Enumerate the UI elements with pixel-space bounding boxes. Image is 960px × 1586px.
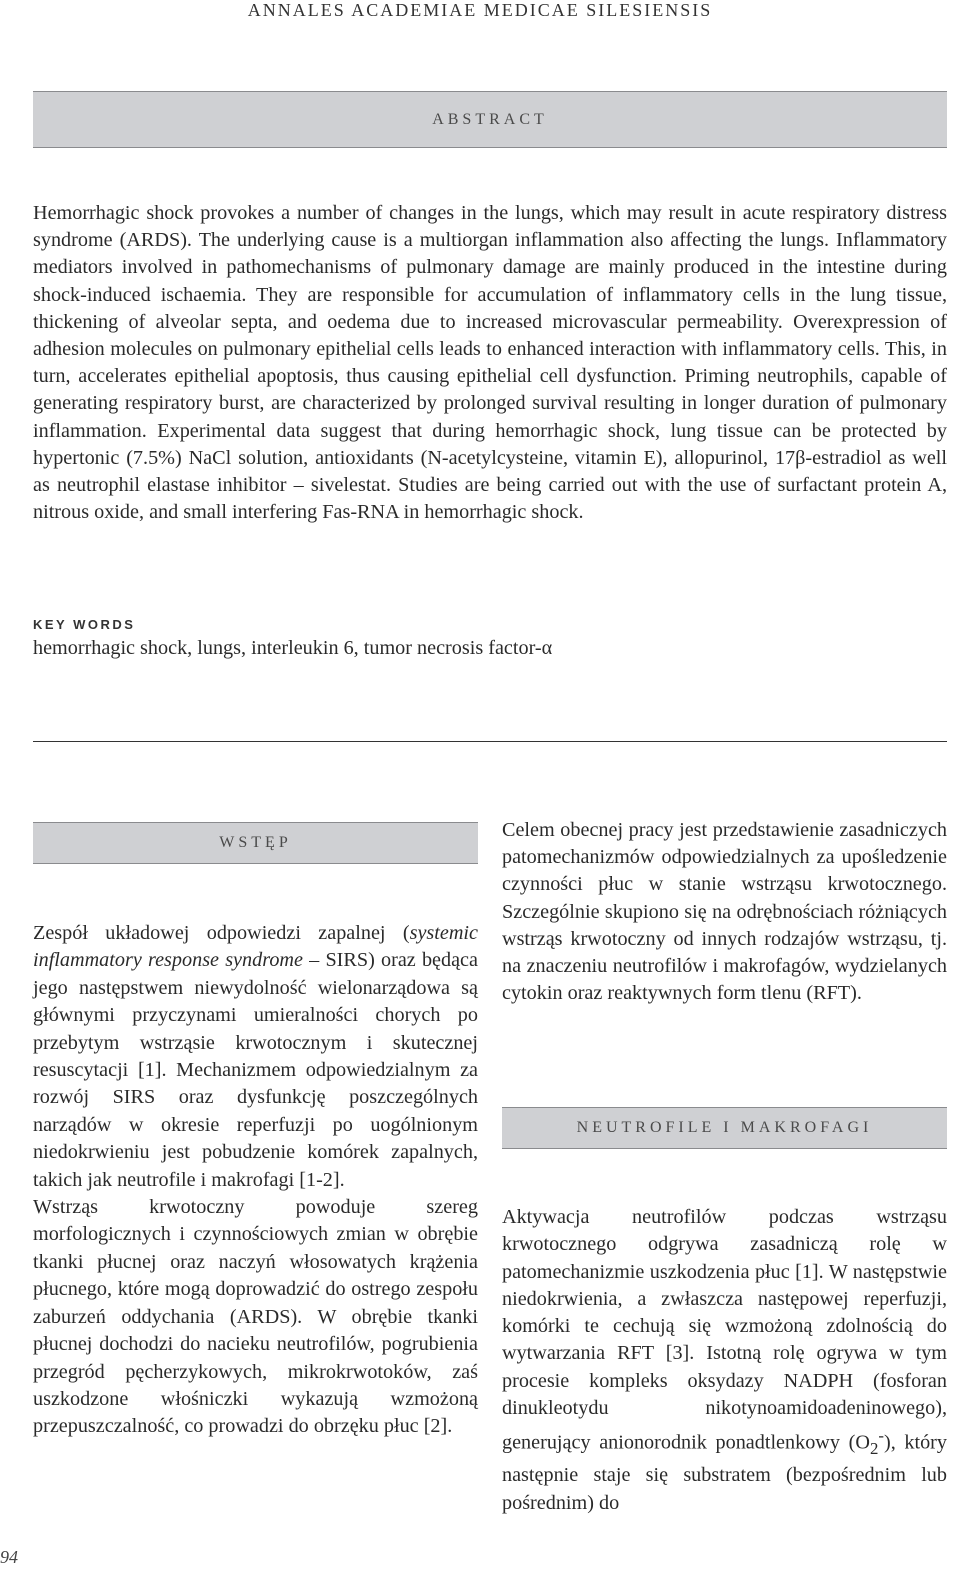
neutrofile-subscript: 2 (869, 1439, 879, 1459)
neutrofile-heading: NEUTROFILE I MAKROFAGI (576, 1119, 873, 1136)
wstep-heading-bar (33, 822, 478, 864)
neutrofile-text-end: ), który następnie staje się substratem (bezpośrednim lub pośrednim) do (502, 1432, 948, 1514)
abstract-heading-bar (33, 91, 947, 148)
wstep-p1-start: Zespół układowej odpowiedzi zapalnej ( (33, 922, 410, 944)
neutrofile-superscript: - (878, 1426, 884, 1446)
wstep-paragraph-1 (33, 920, 478, 1194)
wstep-p1-end: – SIRS) oraz będąca jego następstwem niewydolność wielonarządowa są głównymi przyczynami umieralności chorych po przebytym wstrząsie krwotocznym i skutecznej resuscytacji [1]. Mechanizmem odpowiedzialnym za rozwój SIRS oraz dysfunkcję poszczególnych narządów w okresie reperfuzji po uogólnionym niedokrwieniu jest pobudzenie komórek zapalnych, takich jak neutrofile i makrofagi [1-2]. (33, 949, 478, 1191)
journal-title: ANNALES ACADEMIAE MEDICAE SILESIENSIS (247, 0, 713, 20)
keywords-text: hemorrhagic shock, lungs, interleukin 6, tumor necrosis factor-α (33, 637, 553, 659)
wstep-paragraph-3: Celem obecnej pracy jest przedstawienie zasadniczych patomechanizmów odpowiedzialnych za upośledzenie czynności płuc w stanie wstrząsu krwotocznego. Szczególnie skupiono się na odrębnościach różniących wstrząs krwotoczny od innych rodzajów wstrząsu, tj. na znaczeniu neutrofilów i makrofagów, wydzielanych cytokin oraz reaktywnych form tlenu (RFT). (502, 819, 947, 1005)
page-number: 94 (0, 1547, 18, 1567)
wstep-right-column (502, 817, 947, 1007)
wstep-left-column (33, 920, 478, 1441)
neutrofile-column (502, 1204, 947, 1517)
wstep-p1-italic: systemic inflammatory response syndrome (33, 922, 478, 972)
wstep-heading: WSTĘP (219, 834, 292, 851)
section-divider (33, 741, 947, 742)
keywords-heading: KEY WORDS (33, 617, 136, 632)
neutrofile-paragraph (502, 1204, 947, 1517)
neutrofile-heading-bar (502, 1107, 947, 1149)
neutrofile-text-start: Aktywacja neutrofilów podczas wstrząsu krwotocznego odgrywa zasadniczą rolę w patomechanizmie uszkodzenia płuc [1]. W następstwie niedokrwienia, a zwłaszcza następowej reperfuzji, komórki te cechują się wzmożoną zdolnością do wytwarzania RFT [3]. Istotną rolę ogrywa w tym procesie kompleks oksydazy NADPH (fosforan dinukleotydu nikotynoamidoadeninowego), generujący anionorodnik ponadtlenkowy (O (502, 1206, 947, 1455)
wstep-paragraph-2: Wstrząs krwotoczny powoduje szereg morfologicznych i czynnościowych zmian w obrębie tkanki płucnej oraz naczyń włosowatych krążenia płucnego, które mogą doprowadzić do ostrego zespołu zaburzeń oddychania (ARDS). W obrębie tkanki płucnej dochodzi do nacieku neutrofilów, pogrubienia przegród pęcherzykowych, mikrokrwotoków, zaś uszkodzone włośniczki wykazują wzmożoną przepuszczalność, co prowadzi do obrzęku płuc [2]. (33, 1196, 478, 1438)
abstract-text: Hemorrhagic shock provokes a number of changes in the lungs, which may result in acute respiratory distress syndrome (ARDS). The underlying cause is a multiorgan inflammation also affecting the lungs. Inflammatory mediators involved in pathomechanisms of pulmonary damage are mainly produced in the intestine during shock-induced ischaemia. They are responsible for accumulation of inflammatory cells in the lung tissue, thickening of alveolar septa, and oedema due to increased microvascular permeability. Overexpression of adhesion molecules on pulmonary epithelial cells leads to enhanced interaction with inflammatory cells. This, in turn, accelerates epithelial apoptosis, thus causing epithelial cell dysfunction. Priming neutrophils, capable of generating respiratory burst, are characterized by prolonged survival resulting in longer duration of pulmonary inflammation. Experimental data suggest that during hemorrhagic shock, lung tissue can be protected by hypertonic (7.5%) NaCl solution, antioxidants (N-acetylcysteine, vitamin E), allopurinol, 17β-estradiol as well as neutrophil elastase inhibitor – sivelestat. Studies are being carried out with the use of surfactant protein A, nitrous oxide, and small interfering Fas-RNA in hemorrhagic shock. (33, 202, 947, 524)
abstract-heading: ABSTRACT (432, 110, 548, 128)
